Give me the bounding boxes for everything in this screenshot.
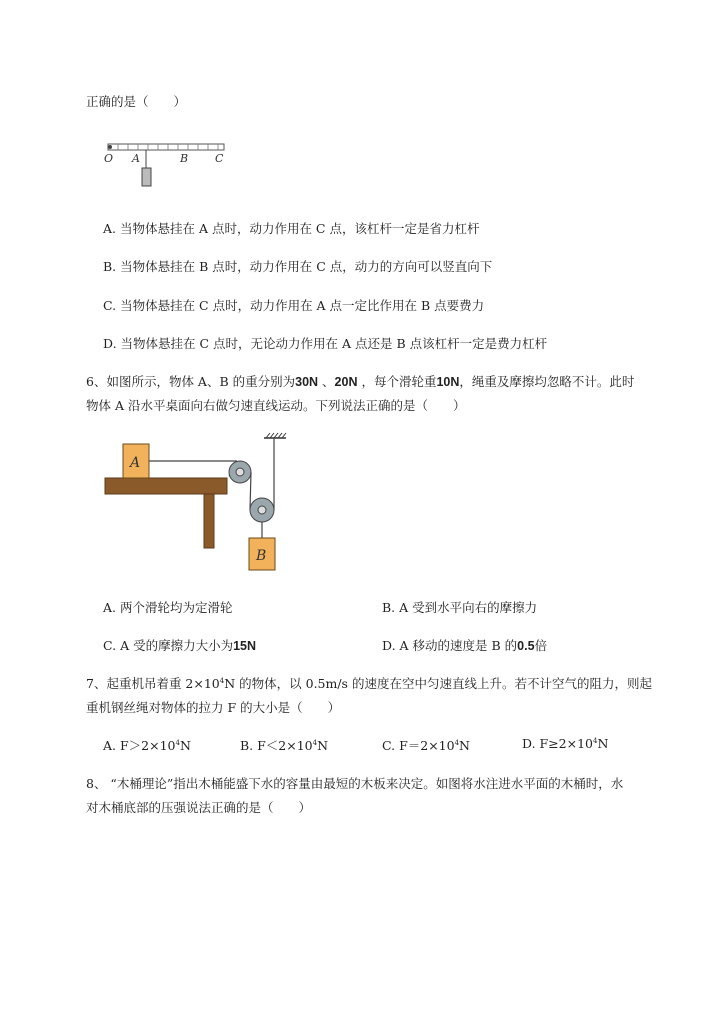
q6-option-d-value: 0.5 [517, 639, 535, 653]
block-a-label: A [130, 455, 141, 471]
q8-stem-line2: 对木桶底部的压强说法正确的是（ ） [86, 800, 312, 815]
block-b-label: B [256, 548, 267, 564]
q6-option-c-value: 15N [233, 639, 257, 653]
q7-exponent: 4 [175, 738, 180, 747]
q7-option-b-text: B. F＜2×10 [240, 738, 313, 753]
q6-weight-a: 30N [295, 375, 319, 389]
q6-option-d-text: D. A 移动的速度是 B 的 [382, 638, 518, 653]
pulley-figure [104, 432, 294, 582]
lever-label-a: A [132, 152, 140, 165]
q7-option-c [382, 736, 470, 754]
q7-text: N 的物体，以 0.5m/s 的速度在空中匀速直线上升。若不计空气的阻力，则起 [224, 676, 652, 691]
q7-option-a-text: A. F＞2×10 [103, 738, 176, 753]
lever-label-b: B [180, 152, 189, 165]
q6-text: ，绳重及摩擦均忽略不计。此时 [459, 374, 635, 389]
q7-text: 7、起重机吊着重 2×10 [86, 676, 220, 691]
lever-figure [100, 138, 240, 198]
q5-option-a: A. 当物体悬挂在 A 点时，动力作用在 C 点，该杠杆一定是省力杠杆 [103, 221, 480, 236]
q6-stem-line1 [86, 372, 634, 390]
q7-exponent: 4 [454, 738, 460, 747]
q7-option-a [103, 736, 191, 754]
q7-option-c-text: C. F＝2×10 [382, 738, 455, 753]
q6-option-c [103, 636, 256, 654]
q7-option-b [240, 736, 328, 754]
q7-unit: N [459, 738, 470, 753]
q6-text: ，每个滑轮重 [357, 374, 437, 389]
q7-unit: N [317, 738, 329, 753]
q7-unit: N [597, 736, 609, 751]
q5-option-c: C. 当物体悬挂在 C 点时，动力作用在 A 点一定比作用在 B 点要费力 [103, 298, 485, 313]
q6-option-c-text: C. A 受的摩擦力大小为 [103, 638, 234, 653]
q6-option-b: B. A 受到水平向右的摩擦力 [382, 600, 538, 615]
q5-option-b: B. 当物体悬挂在 B 点时，动力作用在 C 点，动力的方向可以竖直向下 [103, 259, 493, 274]
q6-weight-b: 20N [334, 375, 358, 389]
q7-stem-line2: 重机钢丝绳对物体的拉力 F 的大小是（ ） [86, 700, 341, 715]
q7-exponent: 4 [219, 676, 225, 685]
q6-text: 6、如图所示，物体 A、B 的重分别为 [86, 374, 296, 389]
q7-exponent: 4 [593, 736, 598, 745]
lever-label-c: C [215, 152, 224, 165]
q7-option-d [522, 736, 608, 751]
q6-option-a: A. 两个滑轮均为定滑轮 [103, 600, 233, 615]
q7-unit: N [179, 738, 191, 753]
q5-option-d: D. 当物体悬挂在 C 点时，无论动力作用在 A 点还是 B 点该杠杆一定是费力杠杆 [103, 336, 548, 351]
q8-stem-line1: 8、 “木桶理论”指出木桶能盛下水的容量由最短的木板来决定。如图将水注进水平面的木桶时，水 [86, 776, 624, 791]
q6-text: 、 [318, 374, 335, 389]
q5-stem-tail: 正确的是（ ） [86, 94, 187, 109]
q7-option-d-text: D. F≥2×10 [522, 736, 594, 751]
q6-option-d [382, 636, 547, 654]
q6-stem-line2: 物体 A 沿水平桌面向右做匀速直线运动。下列说法正确的是（ ） [86, 398, 466, 413]
q6-option-d-text: 倍 [534, 638, 548, 653]
lever-label-o: O [104, 152, 114, 165]
q7-stem-line1 [86, 674, 652, 692]
q6-pulley-weight: 10N [436, 375, 460, 389]
q7-exponent: 4 [312, 738, 318, 747]
